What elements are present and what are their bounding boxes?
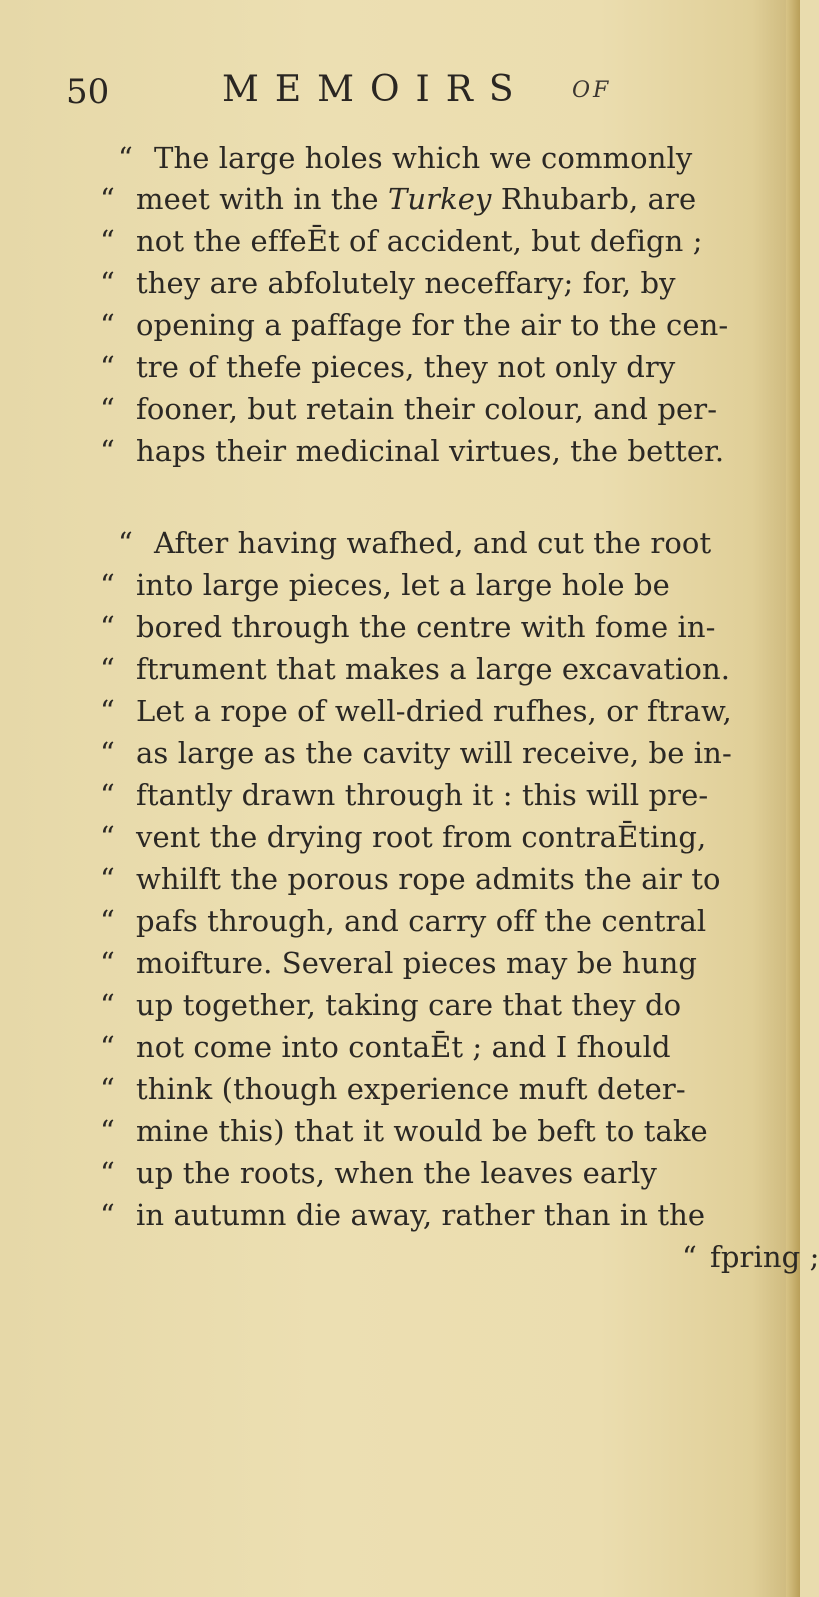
text-line xyxy=(100,942,697,984)
opening-quote: “ xyxy=(100,1156,115,1190)
text-line xyxy=(100,1152,657,1194)
running-title: MEMOIRS xyxy=(222,69,530,110)
text-line xyxy=(100,900,706,942)
opening-quote: “ xyxy=(100,308,115,342)
opening-quote: “ xyxy=(100,946,115,980)
opening-quote: “ xyxy=(682,1240,697,1274)
opening-quote: “ xyxy=(100,862,115,896)
opening-quote: “ xyxy=(100,1030,115,1064)
text-line xyxy=(100,564,670,606)
text-line xyxy=(118,137,692,179)
opening-quote: “ xyxy=(100,652,115,686)
opening-quote: “ xyxy=(100,610,115,644)
line-text: not the effeĒt of accident, but defign ; xyxy=(136,224,703,258)
text-line xyxy=(100,388,717,430)
line-text: bored through the centre with fome in- xyxy=(136,610,716,644)
catchword-text: fpring ; xyxy=(710,1240,819,1274)
opening-quote: “ xyxy=(100,988,115,1022)
line-text: up the roots, when the leaves early xyxy=(136,1156,658,1190)
opening-quote: “ xyxy=(100,392,115,426)
text-line xyxy=(100,1110,708,1152)
text-line xyxy=(100,1026,671,1068)
text-line xyxy=(100,262,676,304)
opening-quote: “ xyxy=(100,266,115,300)
line-text: into large pieces, let a large hole be xyxy=(136,568,670,602)
line-text: Rhubarb, are xyxy=(491,182,697,216)
text-line xyxy=(100,430,724,472)
line-text: After having wafhed, and cut the root xyxy=(154,526,712,560)
text-line xyxy=(100,606,716,648)
text-line xyxy=(100,178,696,220)
opening-quote: “ xyxy=(118,526,133,560)
line-text: not come into contaĒt ; and I fhould xyxy=(136,1030,671,1064)
line-text: as large as the cavity will receive, be in- xyxy=(136,736,732,770)
opening-quote: “ xyxy=(100,224,115,258)
line-text: The large holes which we commonly xyxy=(154,141,693,175)
text-line xyxy=(100,816,706,858)
line-text: fooner, but retain their colour, and per- xyxy=(136,392,718,426)
catchword xyxy=(682,1236,819,1278)
opening-quote: “ xyxy=(100,904,115,938)
opening-quote: “ xyxy=(100,350,115,384)
text-line xyxy=(118,522,711,564)
running-title-of: OF xyxy=(572,78,612,103)
opening-quote: “ xyxy=(118,141,133,175)
running-header xyxy=(0,0,800,110)
opening-quote: “ xyxy=(100,1072,115,1106)
line-text: haps their medicinal virtues, the better. xyxy=(136,434,725,468)
text-line xyxy=(100,648,730,690)
italic-word: Turkey xyxy=(387,182,492,216)
text-line xyxy=(100,858,721,900)
opening-quote: “ xyxy=(100,1198,115,1232)
text-line xyxy=(100,774,708,816)
line-text: vent the drying root from contraĒting, xyxy=(136,820,707,854)
line-text: they are abfolutely neceffary; for, by xyxy=(136,266,676,300)
line-text: Let a rope of well-dried rufhes, or ftraw, xyxy=(136,694,732,728)
text-line xyxy=(100,304,728,346)
line-text: ftantly drawn through it : this will pre- xyxy=(136,778,709,812)
line-text: opening a paffage for the air to the cen- xyxy=(136,308,729,342)
text-line xyxy=(100,220,703,262)
line-text: moifture. Several pieces may be hung xyxy=(136,946,698,980)
line-text: up together, taking care that they do xyxy=(136,988,682,1022)
opening-quote: “ xyxy=(100,694,115,728)
page-edge xyxy=(786,0,800,1597)
line-text: in autumn die away, rather than in the xyxy=(136,1198,706,1232)
line-text: meet with in the xyxy=(136,182,388,216)
text-line xyxy=(100,1068,686,1110)
text-line xyxy=(100,732,732,774)
opening-quote: “ xyxy=(100,820,115,854)
opening-quote: “ xyxy=(100,1114,115,1148)
page-number: 50 xyxy=(66,72,110,112)
opening-quote: “ xyxy=(100,736,115,770)
text-line xyxy=(100,690,732,732)
line-text: ftrument that makes a large excavation. xyxy=(136,652,731,686)
opening-quote: “ xyxy=(100,182,115,216)
line-text: whilft the porous rope admits the air to xyxy=(136,862,721,896)
line-text: think (though experience muft deter- xyxy=(136,1072,686,1106)
text-line xyxy=(100,346,675,388)
line-text: pafs through, and carry off the central xyxy=(136,904,707,938)
line-text: tre of thefe pieces, they not only dry xyxy=(136,350,676,384)
opening-quote: “ xyxy=(100,568,115,602)
opening-quote: “ xyxy=(100,434,115,468)
opening-quote: “ xyxy=(100,778,115,812)
line-text: mine this) that it would be beft to take xyxy=(136,1114,708,1148)
text-line xyxy=(100,984,681,1026)
text-line xyxy=(100,1194,705,1236)
